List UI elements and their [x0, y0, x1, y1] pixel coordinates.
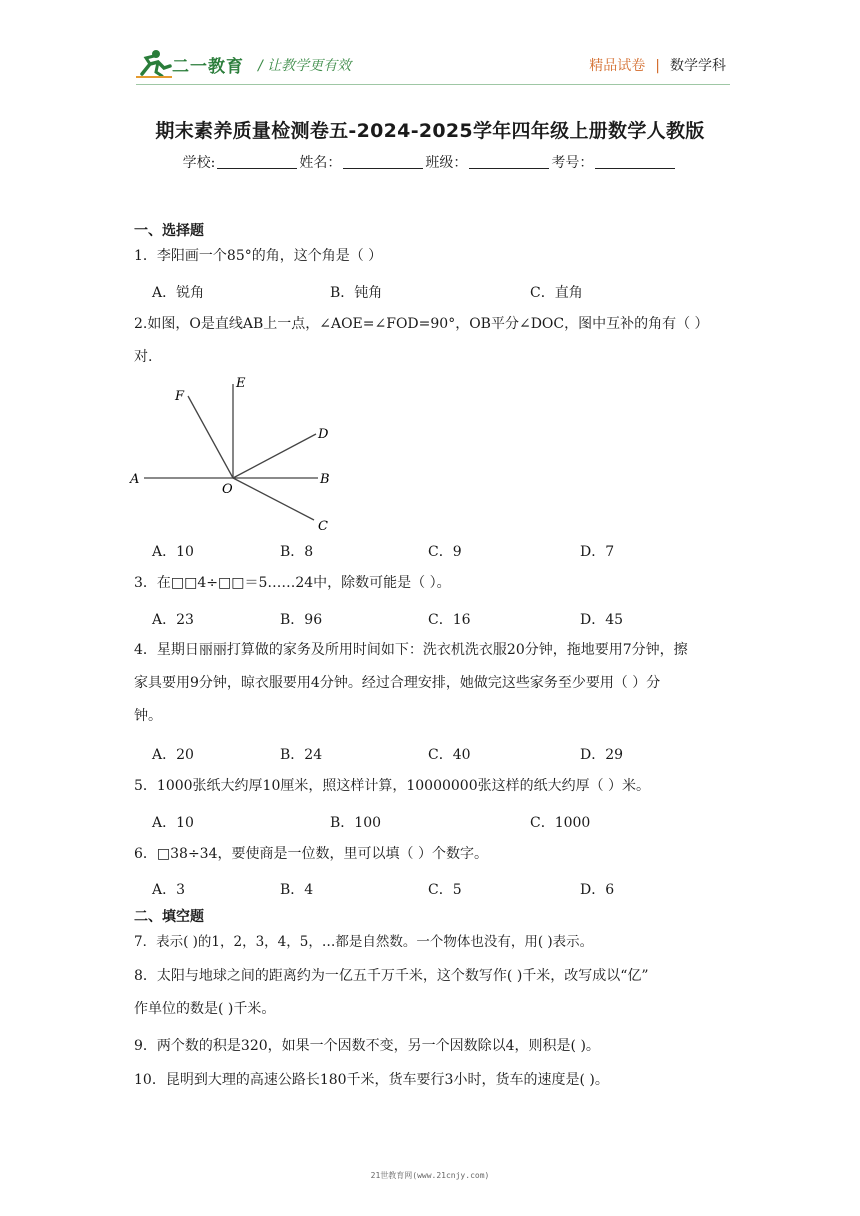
tag-boutique: 精品试卷: [589, 58, 646, 74]
option-b: B．96: [280, 612, 323, 628]
question-4: [134, 634, 730, 733]
option-b: B．100: [330, 815, 382, 831]
exam-no-label: 考号：: [551, 155, 594, 171]
page-header: [0, 0, 860, 100]
option-c: C．40: [428, 747, 471, 763]
label-c: C: [318, 519, 328, 534]
option-c: C．直角: [530, 285, 583, 301]
option-b: B．4: [280, 882, 314, 898]
option-a: A．10: [152, 544, 194, 560]
option-a: A．10: [152, 815, 194, 831]
question-8-line-1: 8．太阳与地球之间的距离约为一亿五千万千米，这个数写作( )千米，改写成以“亿”: [134, 968, 649, 984]
angle-figure: [128, 372, 338, 537]
name-blank[interactable]: [343, 154, 423, 169]
label-o: O: [222, 482, 233, 497]
option-a: A．23: [152, 612, 194, 628]
label-e: E: [236, 376, 246, 391]
question-1: 1．李阳画一个85°的角，这个角是（ ）: [134, 248, 383, 264]
question-4-line-1: 4．星期日丽丽打算做的家务及所用时间如下：洗衣机洗衣服20分钟，拖地要用7分钟，擦: [134, 642, 688, 658]
option-c: C．9: [428, 544, 462, 560]
option-b: B．8: [280, 544, 314, 560]
question-4-line-2: 家具要用9分钟，晾衣服要用4分钟。经过合理安排，她做完这些家务至少要用（ ）分: [134, 675, 661, 691]
label-b: B: [320, 472, 330, 487]
option-b: B．24: [280, 747, 323, 763]
question-4-line-3: 钟。: [134, 708, 162, 724]
option-a: A．锐角: [152, 285, 205, 301]
option-c: C．16: [428, 612, 471, 628]
header-divider: [136, 84, 730, 85]
section-fill-title: 二、填空题: [134, 909, 204, 925]
question-5: 5．1000张纸大约厚10厘米，照这样计算，10000000张这样的纸大约厚（ ）米。: [134, 778, 651, 794]
label-a: A: [130, 472, 140, 487]
option-d: D．7: [580, 544, 615, 560]
question-8: [134, 960, 730, 1026]
section-choice-title: 一、选择题: [134, 223, 204, 239]
label-f: F: [175, 389, 185, 404]
subject-tag: [589, 55, 726, 75]
question-6: 6．□38÷34，要使商是一位数，里可以填（ ）个数字。: [134, 846, 488, 862]
tag-separator: |: [655, 58, 660, 74]
logo-text: 二一教育: [172, 57, 244, 77]
option-b: B．钝角: [330, 285, 383, 301]
question-8-line-2: 作单位的数是( )千米。: [134, 1001, 276, 1017]
option-d: D．45: [580, 612, 624, 628]
label-d: D: [318, 427, 329, 442]
option-d: D．29: [580, 747, 624, 763]
question-2-line-1: 2.如图，O是直线AB上一点，∠AOE=∠FOD=90°，OB平分∠DOC，图中互补的角有（ ）: [134, 316, 709, 332]
slogan: / 让教学更有效: [258, 58, 352, 74]
ray-od: [233, 434, 316, 478]
tag-subject: 数学学科: [670, 58, 726, 74]
class-blank[interactable]: [469, 154, 549, 169]
option-c: C．1000: [530, 815, 591, 831]
option-c: C．5: [428, 882, 462, 898]
option-a: A．3: [152, 882, 186, 898]
question-3: 3．在□□4÷□□＝5……24中，除数可能是（ ）。: [134, 575, 451, 591]
question-2: [134, 308, 730, 374]
class-label: 班级：: [425, 155, 468, 171]
question-9: 9．两个数的积是320，如果一个因数不变，另一个因数除以4，则积是( )。: [134, 1038, 600, 1054]
ray-oc: [233, 478, 314, 520]
option-a: A．20: [152, 747, 194, 763]
school-label: 学校:: [182, 155, 216, 171]
question-2-line-2: 对.: [134, 349, 153, 365]
student-info: [0, 152, 860, 172]
school-blank[interactable]: [217, 154, 297, 169]
option-d: D．6: [580, 882, 615, 898]
page-title: 期末素养质量检测卷五-2024-2025学年四年级上册数学人教版: [155, 120, 705, 142]
name-label: 姓名：: [299, 155, 342, 171]
question-10: 10．昆明到大理的高速公路长180千米，货车要行3小时，货车的速度是( )。: [134, 1072, 609, 1088]
question-7: 7．表示( )的1，2，3，4，5，…都是自然数。一个物体也没有，用( )表示。: [134, 934, 594, 950]
page-footer: 21世教育网(www.21cnjy.com): [370, 1171, 490, 1180]
ray-of: [188, 396, 233, 478]
exam-no-blank[interactable]: [595, 154, 675, 169]
